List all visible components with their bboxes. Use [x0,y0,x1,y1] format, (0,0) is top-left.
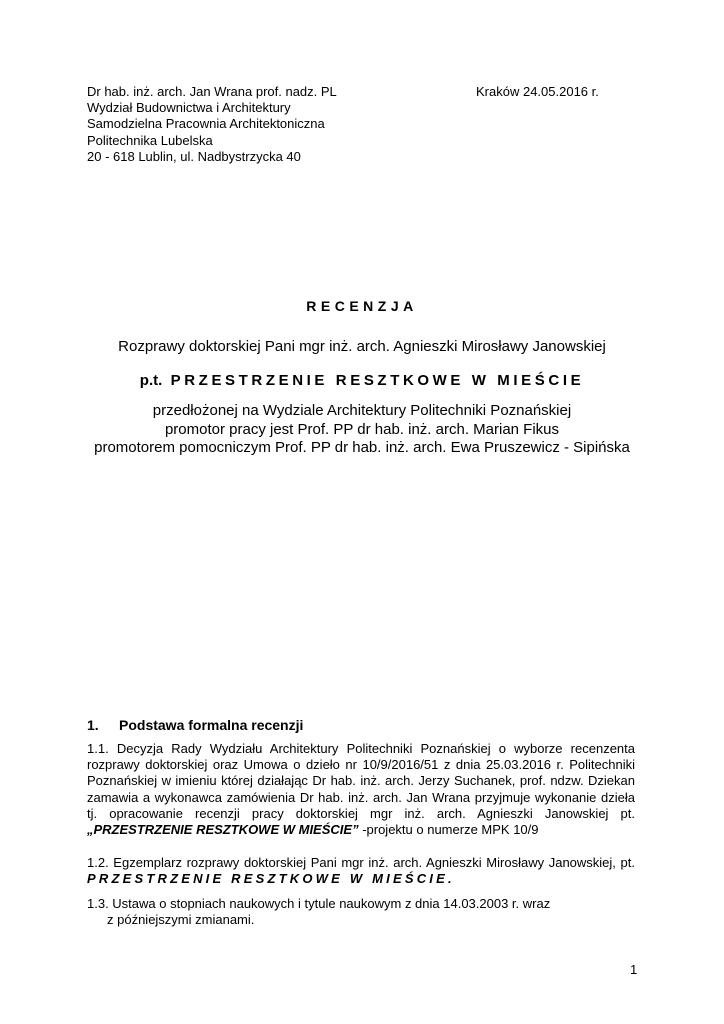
document-subtitle: Rozprawy doktorskiej Pani mgr inż. arch. Agnieszki Mirosławy Janowskiej [118,338,606,355]
section-number: 1. [87,717,99,733]
paragraph-text: 1.2. Egzemplarz rozprawy doktorskiej Pani mgr inż. arch. Agnieszki Mirosławy Janowskiej, pt. [87,855,635,870]
promotion-info [0,402,724,458]
paragraph-1-3 [87,896,635,928]
author-address-block [87,84,337,165]
thesis-title-line [0,372,724,389]
author-line: Wydział Budownictwa i Architektury [87,100,291,116]
paragraph-title: „PRZESTRZENIE RESZTKOWE W MIEŚCIE” [87,822,359,838]
paragraph-title: PRZESTRZENIE RESZTKOWE W MIEŚCIE. [87,871,455,887]
document-title: RECENZJA [306,298,418,314]
paragraph-tail: -projektu o numerze MPK 10/9 [358,822,539,838]
author-line: Samodzielna Pracownia Architektoniczna [87,116,325,132]
page-number: 1 [630,962,638,977]
author-line: 20 - 618 Lublin, ul. Nadbystrzycka 40 [87,148,301,164]
section-heading [87,717,303,733]
author-line: Dr hab. inż. arch. Jan Wrana prof. nadz. PL [87,84,337,99]
paragraph-line: 1.3. Ustawa o stopniach naukowych i tytule naukowym z dnia 14.03.2003 r. wraz [87,896,551,911]
promotion-line: promotor pracy jest Prof. PP dr hab. inż. arch. Marian Fikus [164,420,560,438]
thesis-title: PRZESTRZENIE RESZTKOWE W MIEŚCIE [170,372,585,389]
paragraph-text: 1.1. Decyzja Rady Wydziału Architektury Politechniki Poznańskiej o wyborze recenzenta rozprawy doktorskiej oraz Umowa o dzieło nr 10/9/2016/51 z dnia 25.03.2016 r. Politechniki Poznańskiej w imieniu której działając Dr hab. inż. arch. Jerzy Suchanek, prof. ndzw. Dziekan zamawia a wykonawca zamówienia Dr hab. inż. arch. Jan Wrana przyjmuje wykonanie dzieła tj. opracowanie recenzji pracy doktorskiej mgr inż. arch. Agnieszki Janowskiej pt. [87,741,635,821]
paragraph-1-1 [87,741,635,838]
paragraph-line: z późniejszymi zmianami. [107,912,255,928]
pt-prefix: p.t. [139,372,163,389]
promotion-line: promotorem pomocniczym Prof. PP dr hab. inż. arch. Ewa Pruszewicz - Sipińska [94,439,630,456]
author-line: Politechnika Lubelska [87,132,213,148]
promotion-line: przedłożonej na Wydziale Architektury Politechniki Poznańskiej [152,402,572,419]
section-heading-text: Podstawa formalna recenzji [119,717,304,733]
place-date: Kraków 24.05.2016 r. [476,84,599,99]
paragraph-1-2 [87,855,635,887]
